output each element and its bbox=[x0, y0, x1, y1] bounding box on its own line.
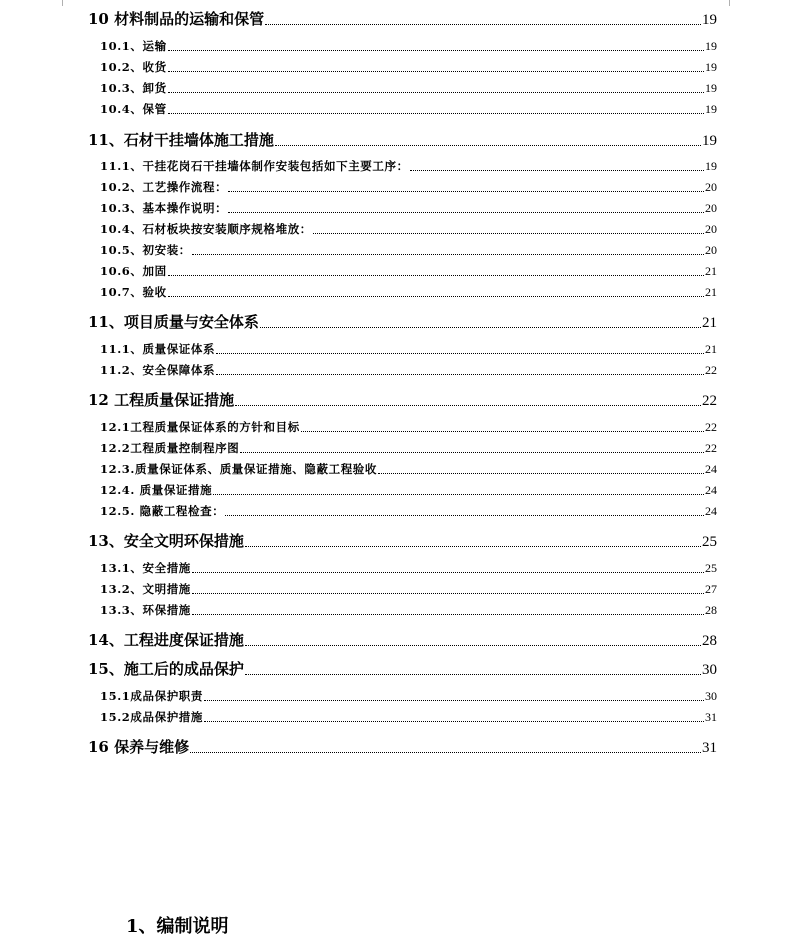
toc-entry-title: 12.2工程质量控制程序图 bbox=[100, 441, 240, 455]
toc-entry-page-number: 20 bbox=[705, 243, 717, 257]
toc-dot-leader bbox=[168, 113, 704, 114]
toc-entry-section[interactable] bbox=[100, 158, 717, 174]
toc-entry-title: 10.3、卸货 bbox=[100, 81, 167, 95]
toc-entry-page-number: 22 bbox=[705, 441, 717, 455]
toc-dot-leader bbox=[228, 212, 704, 213]
toc-entry-title: 10.7、验收 bbox=[100, 285, 167, 299]
toc-entry-page-number: 21 bbox=[705, 285, 717, 299]
toc-entry-section[interactable] bbox=[100, 284, 717, 300]
toc-entry-title: 11、项目质量与安全体系 bbox=[88, 313, 259, 331]
toc-entry-title: 10.4、石材板块按安装顺序规格堆放： bbox=[100, 222, 312, 236]
toc-entry-page-number: 28 bbox=[705, 603, 717, 617]
toc-entry-title: 12.1工程质量保证体系的方针和目标 bbox=[100, 420, 300, 434]
toc-dot-leader bbox=[313, 233, 704, 234]
toc-entry-section[interactable] bbox=[100, 362, 717, 378]
toc-entry-page-number: 30 bbox=[705, 689, 717, 703]
toc-dot-leader bbox=[245, 674, 701, 675]
toc-entry-page-number: 24 bbox=[705, 462, 717, 476]
toc-entry-section[interactable] bbox=[100, 560, 717, 576]
toc-dot-leader bbox=[240, 452, 704, 453]
toc-dot-leader bbox=[260, 327, 701, 328]
toc-entry-title: 16 保养与维修 bbox=[88, 738, 190, 756]
toc-dot-leader bbox=[216, 353, 704, 354]
toc-dot-leader bbox=[216, 374, 704, 375]
toc-entry-page-number: 25 bbox=[705, 561, 717, 575]
toc-entry-page-number: 19 bbox=[705, 81, 717, 95]
toc-entry-title: 13、安全文明环保措施 bbox=[88, 532, 244, 550]
toc-entry-title: 13.2、文明措施 bbox=[100, 582, 191, 596]
toc-entry-section[interactable] bbox=[100, 242, 717, 258]
toc-entry-chapter[interactable] bbox=[88, 659, 717, 679]
toc-dot-leader bbox=[265, 24, 701, 25]
toc-dot-leader bbox=[245, 645, 701, 646]
toc-entry-page-number: 22 bbox=[702, 393, 717, 409]
toc-entry-chapter[interactable] bbox=[88, 390, 717, 410]
toc-entry-section[interactable] bbox=[100, 440, 717, 456]
toc-entry-page-number: 22 bbox=[705, 363, 717, 377]
toc-dot-leader bbox=[410, 170, 704, 171]
toc-dot-leader bbox=[190, 752, 701, 753]
toc-entry-title: 15.1成品保护职责 bbox=[100, 689, 204, 703]
toc-dot-leader bbox=[301, 431, 704, 432]
toc-dot-leader bbox=[168, 296, 704, 297]
toc-entry-page-number: 19 bbox=[705, 39, 717, 53]
toc-entry-page-number: 20 bbox=[705, 222, 717, 236]
toc-entry-page-number: 24 bbox=[705, 483, 717, 497]
toc-dot-leader bbox=[378, 473, 704, 474]
toc-dot-leader bbox=[228, 191, 704, 192]
toc-entry-title: 10.5、初安装： bbox=[100, 243, 191, 257]
toc-entry-page-number: 22 bbox=[705, 420, 717, 434]
toc-entry-title: 10.1、运输 bbox=[100, 39, 167, 53]
section-heading: 1、编制说明 bbox=[126, 916, 229, 937]
toc-entry-title: 10.2、工艺操作流程： bbox=[100, 180, 228, 194]
toc-entry-page-number: 20 bbox=[705, 180, 717, 194]
toc-entry-page-number: 27 bbox=[705, 582, 717, 596]
toc-entry-section[interactable] bbox=[100, 200, 717, 216]
toc-entry-page-number: 25 bbox=[702, 534, 717, 550]
toc-dot-leader bbox=[192, 572, 704, 573]
toc-dot-leader bbox=[204, 700, 704, 701]
crop-mark-right bbox=[729, 0, 730, 6]
toc-dot-leader bbox=[168, 50, 704, 51]
toc-entry-title: 10.6、加固 bbox=[100, 264, 167, 278]
toc-entry-section[interactable] bbox=[100, 709, 717, 725]
toc-dot-leader bbox=[245, 546, 701, 547]
toc-entry-page-number: 20 bbox=[705, 201, 717, 215]
toc-entry-page-number: 19 bbox=[702, 133, 717, 149]
toc-dot-leader bbox=[204, 721, 704, 722]
toc-entry-title: 13.3、环保措施 bbox=[100, 603, 191, 617]
toc-entry-chapter[interactable] bbox=[88, 737, 717, 757]
toc-entry-page-number: 21 bbox=[705, 264, 717, 278]
toc-entry-title: 10 材料制品的运输和保管 bbox=[88, 10, 265, 28]
toc-entry-title: 11.1、质量保证体系 bbox=[100, 342, 216, 356]
toc-dot-leader bbox=[225, 515, 704, 516]
toc-dot-leader bbox=[213, 494, 704, 495]
toc-entry-chapter[interactable] bbox=[88, 312, 717, 332]
toc-entry-section[interactable] bbox=[100, 482, 717, 498]
toc-dot-leader bbox=[168, 92, 704, 93]
toc-entry-title: 12.5. 隐蔽工程检查： bbox=[100, 504, 225, 518]
toc-entry-section[interactable] bbox=[100, 341, 717, 357]
crop-mark-left bbox=[62, 0, 63, 6]
toc-dot-leader bbox=[235, 405, 701, 406]
toc-entry-page-number: 21 bbox=[705, 342, 717, 356]
toc-dot-leader bbox=[192, 614, 704, 615]
toc-entry-chapter[interactable] bbox=[88, 630, 717, 650]
toc-entry-page-number: 19 bbox=[705, 60, 717, 74]
toc-entry-title: 11、石材干挂墙体施工措施 bbox=[88, 131, 274, 149]
toc-entry-page-number: 21 bbox=[702, 315, 717, 331]
toc-entry-section[interactable] bbox=[100, 602, 717, 618]
toc-entry-title: 11.1、干挂花岗石干挂墙体制作安装包括如下主要工序： bbox=[100, 159, 409, 173]
toc-entry-section[interactable] bbox=[100, 38, 717, 54]
toc-entry-page-number: 28 bbox=[702, 633, 717, 649]
toc-entry-title: 11.2、安全保障体系 bbox=[100, 363, 216, 377]
toc-entry-title: 14、工程进度保证措施 bbox=[88, 631, 244, 649]
toc-entry-chapter[interactable] bbox=[88, 130, 717, 150]
toc-entry-title: 13.1、安全措施 bbox=[100, 561, 191, 575]
toc-entry-title: 10.4、保管 bbox=[100, 102, 167, 116]
toc-entry-page-number: 31 bbox=[702, 740, 717, 756]
toc-entry-section[interactable] bbox=[100, 461, 717, 477]
toc-entry-page-number: 19 bbox=[705, 102, 717, 116]
toc-entry-section[interactable] bbox=[100, 101, 717, 117]
toc-entry-title: 12.3.质量保证体系、质量保证措施、隐蔽工程验收 bbox=[100, 462, 378, 476]
toc-entry-title: 15.2成品保护措施 bbox=[100, 710, 204, 724]
toc-entry-section[interactable] bbox=[100, 221, 717, 237]
toc-entry-page-number: 24 bbox=[705, 504, 717, 518]
toc-entry-chapter[interactable] bbox=[88, 531, 717, 551]
toc-entry-section[interactable] bbox=[100, 263, 717, 279]
toc-entry-section[interactable] bbox=[100, 688, 717, 704]
toc-entry-section[interactable] bbox=[100, 59, 717, 75]
toc-dot-leader bbox=[192, 254, 704, 255]
toc-entry-page-number: 31 bbox=[705, 710, 717, 724]
toc-entry-title: 10.3、基本操作说明： bbox=[100, 201, 228, 215]
toc-dot-leader bbox=[192, 593, 704, 594]
toc-dot-leader bbox=[275, 145, 701, 146]
toc-dot-leader bbox=[168, 71, 704, 72]
toc-entry-section[interactable] bbox=[100, 503, 717, 519]
toc-entry-title: 12 工程质量保证措施 bbox=[88, 391, 235, 409]
toc-entry-section[interactable] bbox=[100, 179, 717, 195]
toc-entry-section[interactable] bbox=[100, 419, 717, 435]
toc-entry-section[interactable] bbox=[100, 80, 717, 96]
toc-entry-page-number: 30 bbox=[702, 662, 717, 678]
toc-entry-title: 12.4. 质量保证措施 bbox=[100, 483, 213, 497]
toc-entry-chapter[interactable] bbox=[88, 9, 717, 29]
toc-entry-section[interactable] bbox=[100, 581, 717, 597]
toc-entry-page-number: 19 bbox=[705, 159, 717, 173]
toc-entry-title: 10.2、收货 bbox=[100, 60, 167, 74]
toc-entry-page-number: 19 bbox=[702, 12, 717, 28]
toc-dot-leader bbox=[168, 275, 704, 276]
toc-entry-title: 15、施工后的成品保护 bbox=[88, 660, 244, 678]
